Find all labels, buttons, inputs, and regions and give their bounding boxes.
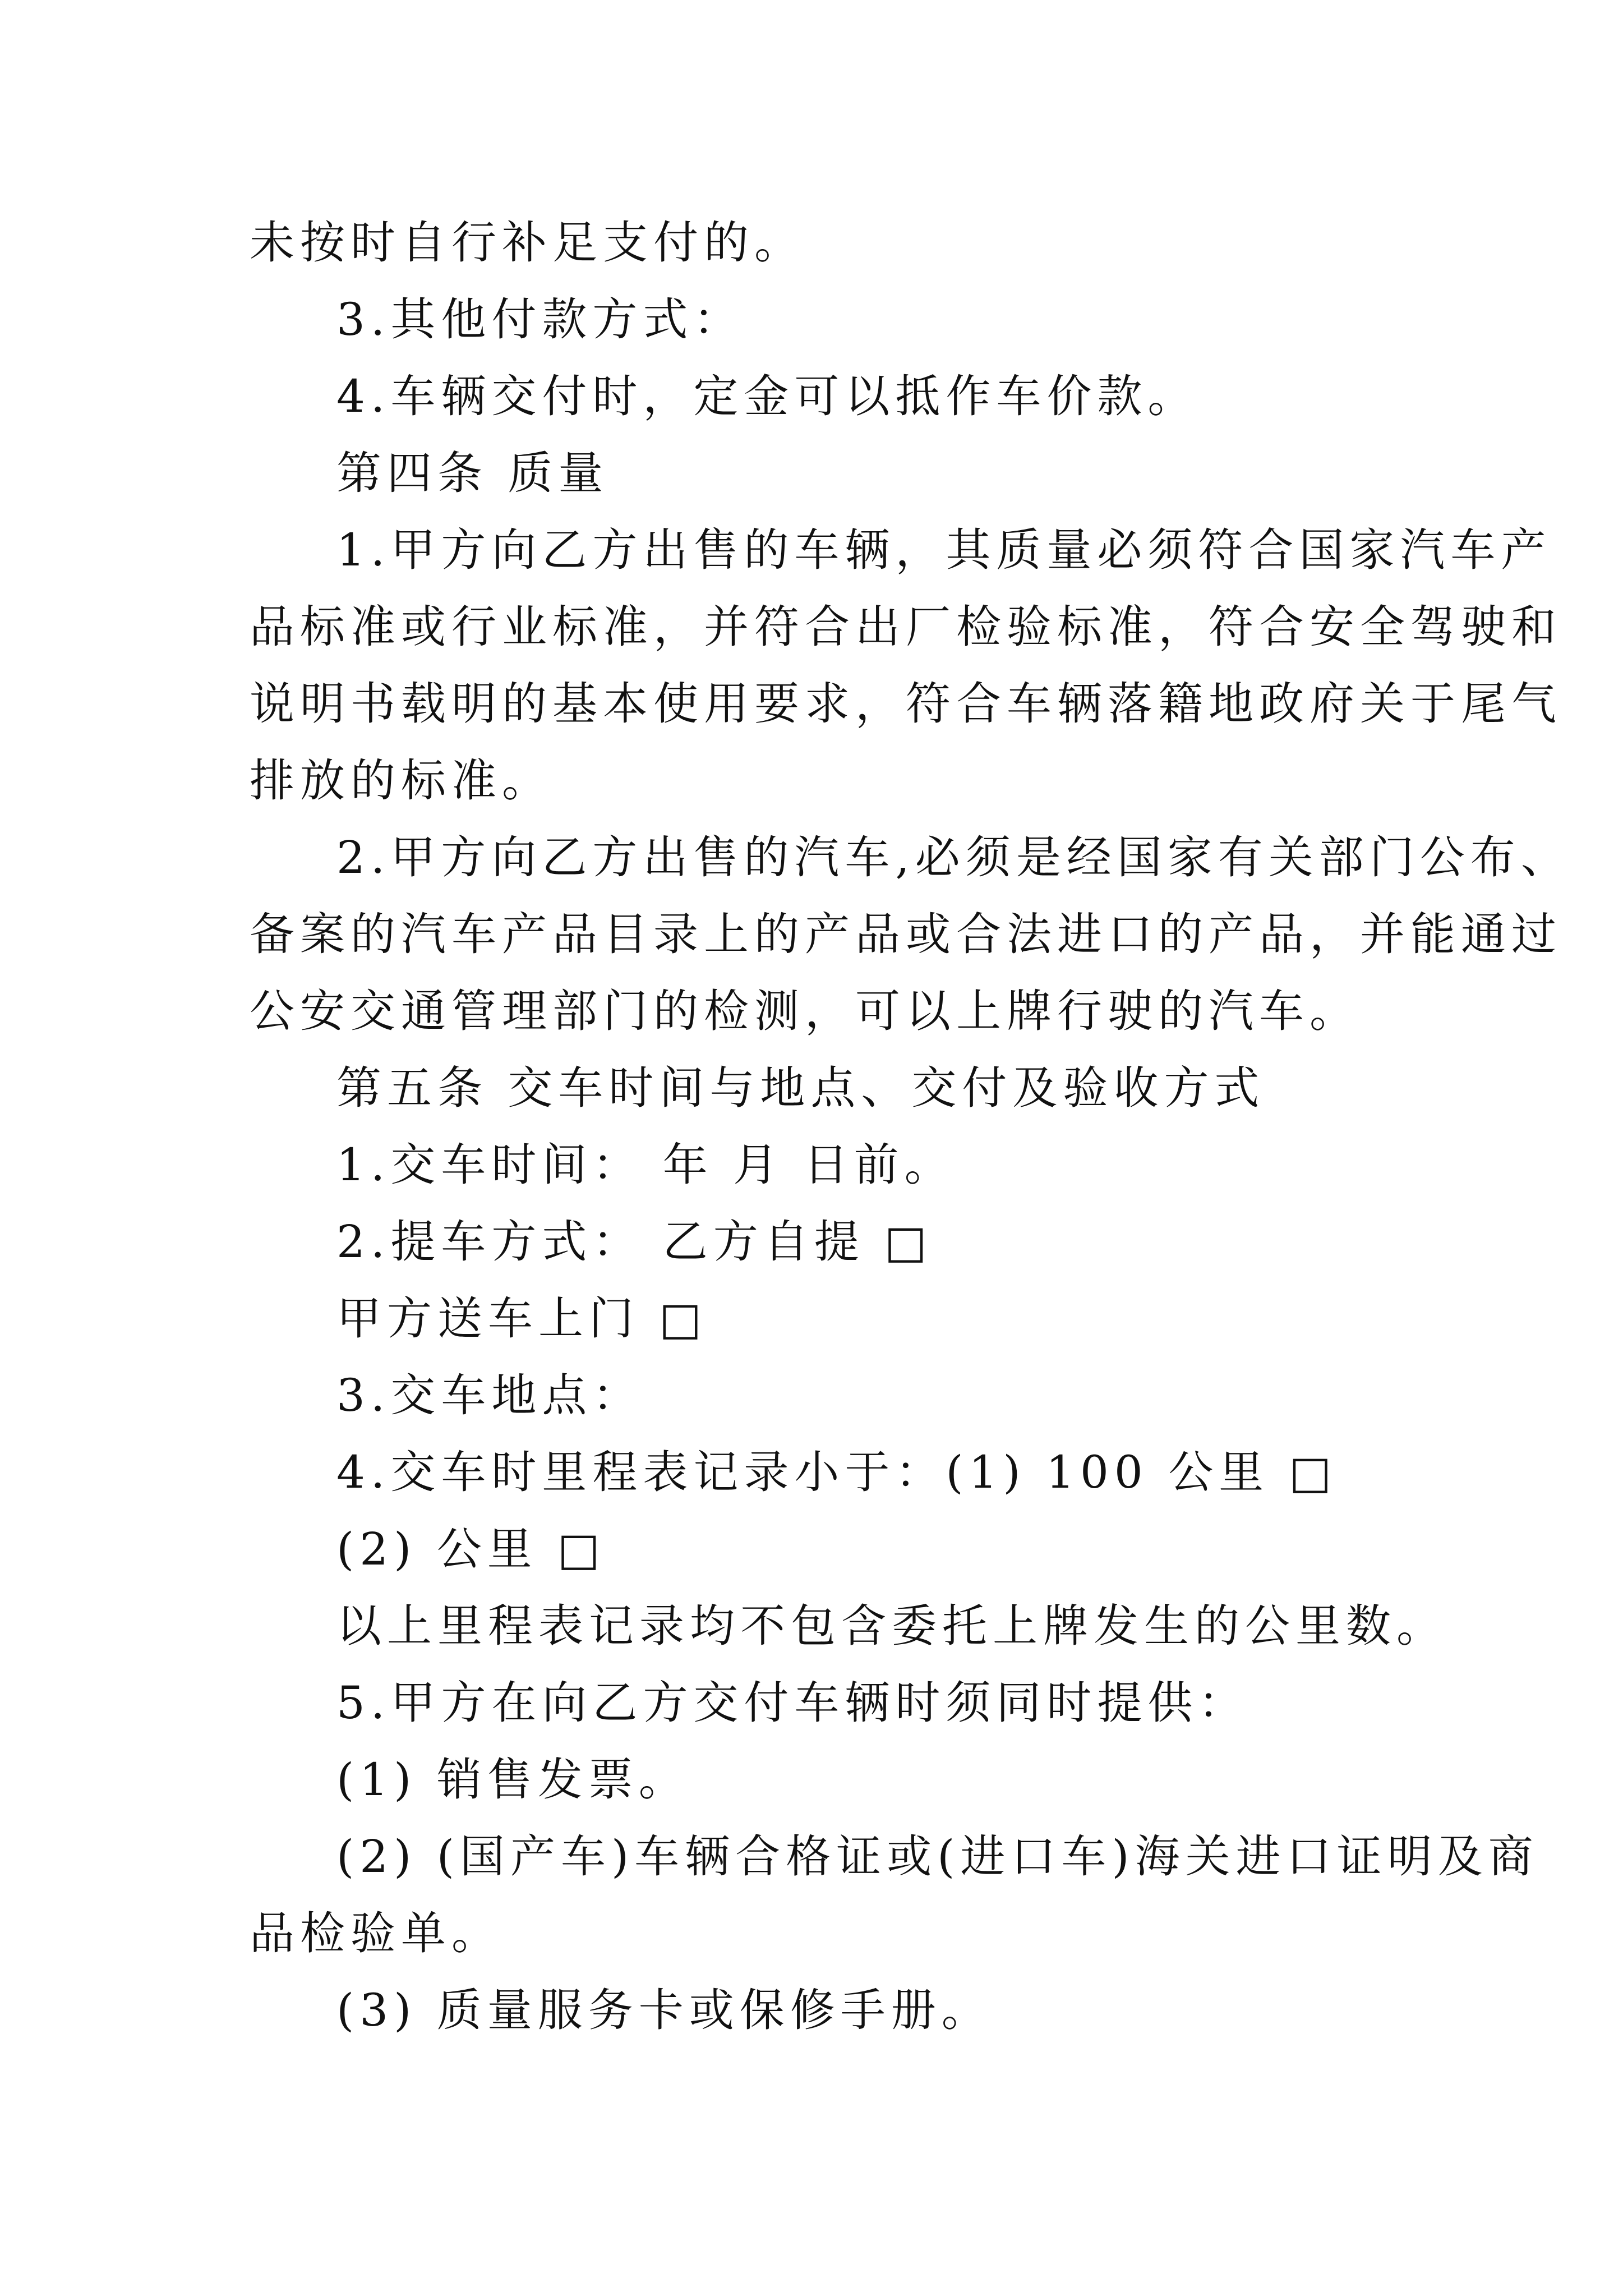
text-line: 1.交车时间： 年 月 日前。 bbox=[336, 1139, 955, 1191]
text-line: 3.其他付款方式： bbox=[336, 293, 744, 346]
text-line: (2) 公里 □ bbox=[336, 1523, 606, 1575]
section-heading: 第五条 交车时间与地点、交付及验收方式 bbox=[336, 1062, 1265, 1114]
text-line: 以上里程表记录均不包含委托上牌发生的公里数。 bbox=[336, 1600, 1447, 1652]
text-line: 1.甲方向乙方出售的车辆，其质量必须符合国家汽车产 bbox=[336, 524, 1552, 576]
text-line: 4.车辆交付时，定金可以抵作车价款。 bbox=[336, 370, 1198, 422]
text-line: 备案的汽车产品目录上的产品或合法进口的产品，并能通过 bbox=[250, 908, 1562, 960]
text-line: 未按时自行补足支付的。 bbox=[250, 217, 805, 269]
text-line: 品检验单。 bbox=[250, 1907, 502, 1959]
text-line: 公安交通管理部门的检测，可以上牌行驶的汽车。 bbox=[250, 985, 1360, 1037]
text-line: 2.提车方式： 乙方自提 □ bbox=[336, 1216, 933, 1268]
text-line: (3) 质量服务卡或保修手册。 bbox=[336, 1984, 992, 2036]
text-line: (2) (国产车)车辆合格证或(进口车)海关进口证明及商 bbox=[336, 1830, 1539, 1883]
text-line: 甲方送车上门 □ bbox=[336, 1292, 708, 1345]
text-line: 5.甲方在向乙方交付车辆时须同时提供： bbox=[336, 1677, 1249, 1729]
text-line: (1) 销售发票。 bbox=[336, 1754, 689, 1806]
text-line: 说明书载明的基本使用要求，符合车辆落籍地政府关于尾气 bbox=[250, 678, 1562, 730]
text-line: 2.甲方向乙方出售的汽车,必须是经国家有关部门公布、 bbox=[336, 831, 1571, 884]
text-line: 4.交车时里程表记录小于：(1) 100 公里 □ bbox=[336, 1446, 1338, 1498]
text-line: 排放的标准。 bbox=[250, 754, 552, 807]
text-line: 3.交车地点： bbox=[336, 1369, 643, 1421]
section-heading: 第四条 质量 bbox=[336, 447, 609, 499]
text-line: 品标准或行业标准，并符合出厂检验标准，符合安全驾驶和 bbox=[250, 601, 1562, 653]
